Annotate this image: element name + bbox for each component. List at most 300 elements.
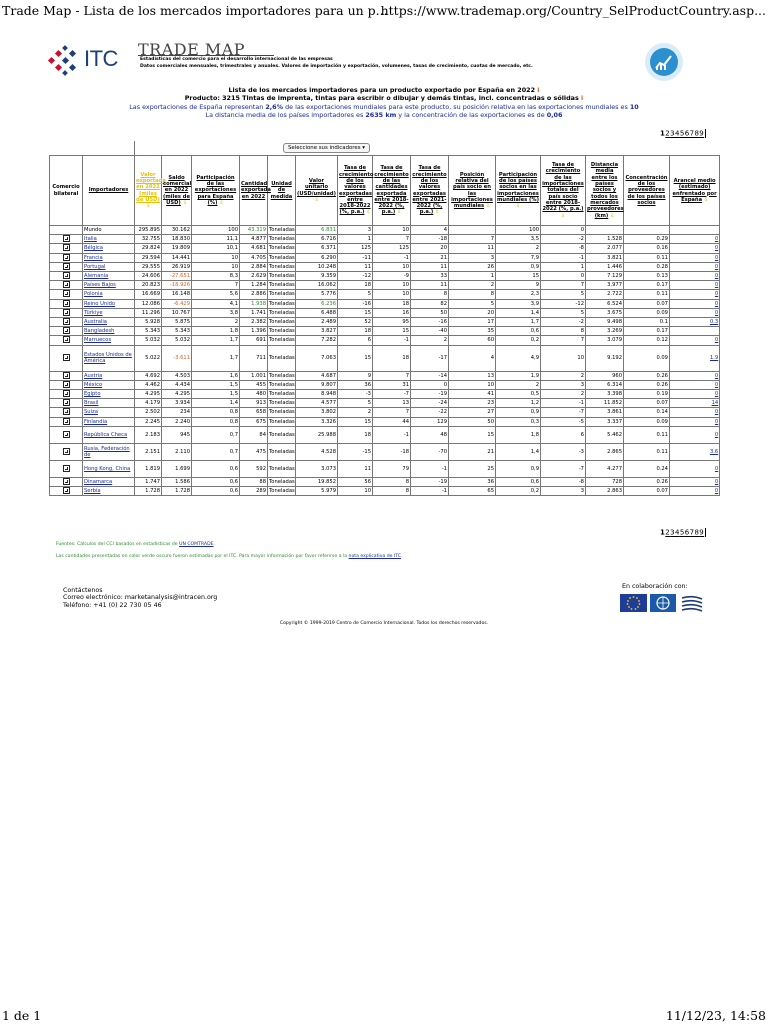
page-link-3[interactable]: 3 — [670, 129, 675, 138]
col-value-2022[interactable]: Valor exportada en 2022 (miles de USD) ⇩ — [135, 156, 162, 226]
page-link-5[interactable]: 5 — [679, 129, 685, 138]
table-row — [50, 408, 720, 417]
table-row — [50, 371, 720, 380]
bilateral-cell[interactable] — [50, 426, 83, 443]
cell-b — [162, 371, 192, 380]
cell-gw — [541, 308, 586, 317]
importer-name[interactable]: Suiza — [83, 408, 135, 417]
sort-arrow-icon[interactable]: ⇩ — [219, 199, 224, 206]
importer-name[interactable]: Portugal — [83, 262, 135, 271]
cell-s — [192, 336, 240, 345]
cell-g3 — [411, 244, 449, 253]
page-link-3[interactable]: 3 — [670, 528, 675, 537]
cell-value: 4.687 — [321, 372, 336, 379]
cell-value: 2.502 — [145, 409, 160, 416]
cell-g3 — [411, 253, 449, 262]
cell-d — [586, 226, 624, 235]
table-row — [50, 399, 720, 408]
importer-name[interactable]: Polonia — [83, 290, 135, 299]
cell-value: 0 — [714, 245, 719, 252]
cell-value: 88 — [259, 478, 266, 485]
col-unit-value[interactable]: Valor unitario (USD/unidad) ⇩ — [296, 156, 338, 226]
importer-name[interactable]: Australia — [83, 318, 135, 327]
importer-name[interactable]: Marruecos — [83, 336, 135, 345]
importer-name[interactable]: República Checa — [83, 426, 135, 443]
col-quantity[interactable]: Cantidad exportada en 2022 — [240, 156, 268, 226]
product-title: Producto: 3215 Tintas de imprenta, tintas para escribir o dibujar y demás tintas, incl. concentradas o sólidas i — [184, 94, 584, 103]
importer-name[interactable]: Reino Unido — [83, 299, 135, 308]
cell-value: Toneladas — [269, 254, 295, 261]
cell-value: 0.11 — [656, 291, 668, 298]
page-link-4[interactable]: 4 — [675, 528, 680, 537]
importer-name[interactable]: Rusia, Federación de — [83, 443, 135, 460]
bilateral-trade-icon[interactable] — [63, 318, 70, 325]
bilateral-trade-icon[interactable] — [63, 354, 70, 361]
sort-arrow-icon[interactable]: ⇩ — [182, 199, 187, 206]
cell-t[interactable] — [670, 460, 720, 477]
bilateral-trade-icon[interactable] — [63, 372, 70, 379]
col-position[interactable]: Posición relativa del país socio en las importaciones mundiales ⇩ — [449, 156, 496, 226]
importer-name[interactable]: Bélgica — [83, 244, 135, 253]
cell-t[interactable] — [670, 244, 720, 253]
cell-c — [624, 235, 670, 244]
importer-name[interactable]: Italia — [83, 235, 135, 244]
cell-value: 0 — [580, 227, 584, 233]
cell-p — [449, 281, 496, 290]
cell-d — [586, 318, 624, 327]
cell-value: 24.606 — [141, 273, 160, 280]
cell-value: 35 — [487, 328, 494, 335]
cell-value: 4.877 — [251, 236, 266, 243]
cell-value: 4.295 — [145, 391, 160, 398]
bilateral-cell[interactable] — [50, 281, 83, 290]
cell-g2 — [373, 327, 411, 336]
bilateral-cell[interactable] — [50, 345, 83, 371]
cell-value: 36 — [487, 478, 494, 485]
col-growth-value[interactable]: Tasa de crecimiento de los valores exportadas entre 2018-2022 (%, p.a.) ⇩ — [338, 156, 373, 226]
cell-value: 10 — [402, 227, 409, 233]
cell-t[interactable] — [670, 371, 720, 380]
cell-d — [586, 327, 624, 336]
col-distance[interactable]: Distancia media entre los países socios y todos los mercados proveedores (km) ⇩ — [586, 156, 624, 226]
cell-t[interactable] — [670, 443, 720, 460]
cell-g1 — [338, 390, 373, 399]
cell-s — [192, 262, 240, 271]
cell-g1 — [338, 426, 373, 443]
eu-flag-icon[interactable] — [620, 594, 647, 612]
bilateral-cell[interactable] — [50, 262, 83, 271]
table-row — [50, 262, 720, 271]
cell-sw — [496, 336, 541, 345]
cell-value: 728 — [612, 478, 622, 485]
cell-p — [449, 235, 496, 244]
cell-value: 4.295 — [175, 391, 190, 398]
cell-g3 — [411, 399, 449, 408]
importer-name[interactable]: Serbia — [83, 487, 135, 496]
cell-value: 0 — [714, 300, 719, 307]
cell-value: 50 — [487, 418, 494, 425]
print-footer — [0, 1008, 768, 1024]
bilateral-cell[interactable] — [50, 318, 83, 327]
cell-value: 5.928 — [145, 319, 160, 326]
contact-email[interactable]: Correo electrónico: marketanalysis@intracen.org — [63, 594, 218, 602]
bilateral-cell[interactable] — [50, 399, 83, 408]
cell-v — [135, 235, 162, 244]
importer-name[interactable]: Francia — [83, 253, 135, 262]
cell-value: Toneladas — [269, 381, 295, 388]
bilateral-trade-icon[interactable] — [63, 381, 70, 388]
cell-gw — [541, 443, 586, 460]
cell-value: 480 — [256, 391, 266, 398]
bilateral-trade-icon[interactable] — [63, 263, 70, 270]
bilateral-trade-icon[interactable] — [63, 254, 70, 261]
cell-c — [624, 327, 670, 336]
cell-value: 0 — [714, 337, 719, 344]
cell-t[interactable] — [670, 299, 720, 308]
print-page-number: 1 de 1 — [2, 1008, 42, 1023]
bilateral-cell[interactable] — [50, 487, 83, 496]
pager-divider — [705, 129, 706, 138]
cell-p — [449, 426, 496, 443]
cell-value: 0.29 — [656, 236, 668, 243]
cell-value: 1.938 — [251, 300, 266, 307]
cell-t[interactable] — [670, 253, 720, 262]
cell-value: Toneladas — [269, 309, 295, 316]
cell-g3 — [411, 318, 449, 327]
page-link-8[interactable]: 8 — [694, 129, 700, 138]
importer-name[interactable]: Países Bajos — [83, 281, 135, 290]
cell-d — [586, 345, 624, 371]
cell-value: 19.852 — [317, 478, 336, 485]
cell-t[interactable] — [670, 380, 720, 389]
cell-b — [162, 399, 192, 408]
cell-value: 7 — [580, 282, 584, 289]
market-analysis-globe-icon[interactable] — [644, 42, 684, 82]
cell-t[interactable] — [670, 318, 720, 327]
cell-t[interactable] — [670, 426, 720, 443]
sort-arrow-icon[interactable]: ⇩ — [145, 203, 151, 210]
importer-name[interactable]: Egipto — [83, 390, 135, 399]
cell-q — [240, 272, 268, 281]
bilateral-cell[interactable] — [50, 308, 83, 317]
cell-q — [240, 290, 268, 299]
sort-arrow-icon[interactable]: ⇩ — [366, 209, 371, 216]
cell-gw — [541, 399, 586, 408]
page-link-6[interactable]: 6 — [684, 528, 690, 537]
bilateral-cell[interactable] — [50, 408, 83, 417]
cell-value: 9.807 — [321, 381, 336, 388]
cell-t[interactable] — [670, 417, 720, 426]
cell-s — [192, 253, 240, 262]
importer-name[interactable]: Brasil — [83, 399, 135, 408]
cell-value: 15 — [364, 418, 371, 425]
cell-value: 1.741 — [251, 309, 266, 316]
bilateral-cell[interactable] — [50, 443, 83, 460]
cell-value: 5.032 — [175, 337, 190, 344]
bilateral-trade-icon[interactable] — [63, 309, 70, 316]
col-growth-world[interactable]: Tasa de crecimiento de las importaciones totales del país socio entre 2018-2022 (%, p.a.) ⇩ — [541, 156, 586, 226]
sort-arrow-icon[interactable]: ⇩ — [515, 203, 521, 210]
help-icon[interactable]: i — [537, 86, 540, 94]
cell-gw — [541, 336, 586, 345]
page-link-9[interactable]: 9 — [699, 129, 705, 138]
cell-g3 — [411, 417, 449, 426]
cell-value: 2 — [580, 391, 584, 398]
bilateral-cell[interactable] — [50, 380, 83, 389]
bilateral-trade-icon[interactable] — [63, 390, 70, 397]
cell-t[interactable] — [670, 390, 720, 399]
importer-name[interactable]: Bangladesh — [83, 327, 135, 336]
bilateral-trade-icon[interactable] — [63, 272, 70, 279]
col-share[interactable]: Participación de las exportaciones para España (%) ⇩ — [192, 156, 240, 226]
page-link-2[interactable]: 2 — [665, 528, 671, 537]
cell-value: 56 — [364, 478, 371, 485]
cell-value: 1,8 — [229, 328, 238, 335]
page-link-8[interactable]: 8 — [694, 528, 700, 537]
cell-value: 3 — [367, 227, 371, 233]
cell-g3 — [411, 281, 449, 290]
cell-value: -18 — [438, 236, 447, 243]
cell-uv — [296, 460, 338, 477]
cell-value: 3 — [580, 488, 584, 495]
cell-value: 2,3 — [530, 291, 539, 298]
cell-value: 7 — [490, 236, 494, 243]
page-link-4[interactable]: 4 — [675, 129, 680, 138]
bilateral-trade-icon[interactable] — [63, 327, 70, 334]
cell-value: 0.07 — [656, 400, 668, 407]
cell-g2 — [373, 380, 411, 389]
cell-b — [162, 345, 192, 371]
page-link-7[interactable]: 7 — [689, 129, 695, 138]
bilateral-cell[interactable] — [50, 460, 83, 477]
importer-name[interactable]: México — [83, 380, 135, 389]
cell-value: 4 — [443, 227, 447, 233]
importer-name[interactable]: Austria — [83, 371, 135, 380]
cell-g3 — [411, 390, 449, 399]
collaboration-label: En colaboración con: — [622, 583, 688, 590]
cell-value: 0,7 — [229, 431, 238, 438]
page-link-6[interactable]: 6 — [684, 129, 690, 138]
cell-g2 — [373, 226, 411, 235]
cell-value: 10 — [402, 263, 409, 270]
cell-value: 1 — [367, 236, 371, 243]
cell-value: 1,7 — [530, 319, 539, 326]
col-concentration[interactable]: Concentración de los proveedores de los países socios — [624, 156, 670, 226]
bilateral-trade-icon[interactable] — [63, 408, 70, 415]
page-link-5[interactable]: 5 — [679, 528, 685, 537]
cell-t[interactable] — [670, 399, 720, 408]
sort-arrow-icon[interactable]: ⇩ — [314, 196, 319, 203]
cell-value: 3.326 — [321, 418, 336, 425]
cell-t[interactable] — [670, 487, 720, 496]
sort-arrow-icon[interactable]: ⇩ — [610, 212, 615, 219]
cell-value: Toneladas — [269, 409, 295, 416]
col-importers[interactable]: Importadores — [83, 156, 135, 226]
bilateral-trade-icon[interactable] — [63, 478, 70, 485]
cell-value: 0 — [443, 381, 447, 388]
col-tariff[interactable]: Arancel medio (estimado) enfrentado por España ⇩ — [670, 156, 720, 226]
cell-value: 0,6 — [530, 478, 539, 485]
cell-sw — [496, 390, 541, 399]
bilateral-trade-icon[interactable] — [63, 290, 70, 297]
sort-arrow-icon[interactable]: ⇩ — [397, 209, 402, 216]
sort-arrow-icon[interactable]: ⇩ — [703, 196, 709, 203]
cell-d — [586, 443, 624, 460]
cell-value: 48 — [440, 431, 447, 438]
importer-name[interactable]: Dinamarca — [83, 477, 135, 486]
cell-value: 3,5 — [530, 236, 539, 243]
bilateral-cell[interactable] — [50, 390, 83, 399]
sort-arrow-icon[interactable]: ⇩ — [485, 203, 491, 210]
cell-d — [586, 390, 624, 399]
wto-logo-icon[interactable] — [679, 594, 705, 612]
cell-g2 — [373, 318, 411, 327]
bilateral-trade-icon[interactable] — [63, 336, 70, 343]
cell-u — [268, 299, 296, 308]
cell-t[interactable] — [670, 262, 720, 271]
select-indicators-button[interactable]: Seleccione sus indicadores ▾ — [283, 143, 370, 153]
un-comtrade-link[interactable]: UN COMTRADE — [179, 542, 214, 547]
cell-value: 2.865 — [607, 448, 622, 455]
cell-value: 0,3 — [530, 418, 539, 425]
importer-name[interactable]: Estados Unidos de América — [83, 345, 135, 371]
bilateral-cell[interactable] — [50, 299, 83, 308]
col-growth-qty[interactable]: Tasa de crecimiento de las cantidades exportada entre 2018-2022 (%, p.a.) ⇩ — [373, 156, 411, 226]
col-balance[interactable]: Saldo comercial en 2022 (miles de USD) ⇩ — [162, 156, 192, 226]
bilateral-cell[interactable] — [50, 327, 83, 336]
cell-value: 65 — [487, 488, 494, 495]
page-link-7[interactable]: 7 — [689, 528, 695, 537]
bilateral-trade-icon[interactable] — [63, 235, 70, 242]
col-unit[interactable]: Unidad de medida — [268, 156, 296, 226]
importer-name[interactable]: Hong Kong, China — [83, 460, 135, 477]
cell-value: 0,7 — [229, 448, 238, 455]
help-icon-2[interactable]: i — [581, 94, 584, 103]
cell-value: 6.831 — [321, 227, 336, 233]
cell-t[interactable] — [670, 281, 720, 290]
cell-t[interactable] — [670, 336, 720, 345]
cell-t[interactable] — [670, 290, 720, 299]
cell-value: 7 — [405, 236, 409, 243]
cell-value: 125 — [361, 245, 371, 252]
bilateral-cell[interactable] — [50, 253, 83, 262]
cell-value: 0,6 — [229, 488, 238, 495]
cell-t[interactable] — [670, 345, 720, 371]
cell-value: 129 — [437, 418, 447, 425]
cell-u — [268, 390, 296, 399]
col-share-world[interactable]: Participación de los países socios en las importaciones mundiales (%) ⇩ — [496, 156, 541, 226]
cell-s — [192, 318, 240, 327]
cell-c — [624, 460, 670, 477]
cell-s — [192, 477, 240, 486]
cell-value: 11 — [440, 263, 447, 270]
cell-value: Toneladas — [269, 478, 295, 485]
cell-value: 0.19 — [656, 391, 668, 398]
cell-sw — [496, 244, 541, 253]
cell-value: 0.17 — [656, 282, 668, 289]
cell-value: -27.651 — [169, 273, 190, 280]
cell-value: 13 — [402, 400, 409, 407]
bilateral-trade-icon[interactable] — [63, 431, 70, 438]
cell-value: 0,9 — [530, 409, 539, 416]
cell-t[interactable] — [670, 408, 720, 417]
cell-g3 — [411, 371, 449, 380]
contact-title[interactable]: Contáctenos — [63, 587, 103, 594]
sort-arrow-icon[interactable]: ⇩ — [560, 212, 566, 219]
itc-note-link[interactable]: nota explicativa de ITC — [348, 554, 401, 559]
cell-value: 41 — [487, 391, 494, 398]
cell-value: 20.823 — [141, 282, 160, 289]
cell-s — [192, 345, 240, 371]
importer-name[interactable]: Finlandia — [83, 417, 135, 426]
cell-value: 9 — [367, 372, 371, 379]
cell-value: 29.555 — [141, 263, 160, 270]
cell-value: 3.821 — [607, 254, 622, 261]
bilateral-trade-icon[interactable] — [63, 448, 70, 455]
page-link-9[interactable]: 9 — [699, 528, 705, 537]
cell-value: 7 — [405, 409, 409, 416]
cell-s — [192, 299, 240, 308]
cell-value: 3,9 — [530, 300, 539, 307]
trade-map-title[interactable]: TRADE MAP — [138, 40, 246, 59]
cell-value: 475 — [256, 448, 266, 455]
cell-t[interactable] — [670, 272, 720, 281]
cell-value: 1.396 — [251, 328, 266, 335]
bilateral-trade-icon[interactable] — [63, 300, 70, 307]
cell-b — [162, 244, 192, 253]
bilateral-cell[interactable] — [50, 244, 83, 253]
cell-u — [268, 226, 296, 235]
bilateral-cell[interactable] — [50, 290, 83, 299]
bilateral-trade-icon[interactable] — [63, 244, 70, 251]
bilateral-trade-icon[interactable] — [63, 399, 70, 406]
bilateral-cell[interactable] — [50, 235, 83, 244]
bilateral-cell[interactable] — [50, 336, 83, 345]
cell-value: 2 — [234, 319, 238, 326]
cell-q — [240, 308, 268, 317]
cell-t[interactable] — [670, 477, 720, 486]
un-emblem-icon[interactable] — [650, 594, 676, 612]
cell-value: 8 — [405, 488, 409, 495]
bilateral-trade-icon[interactable] — [63, 418, 70, 425]
bilateral-cell[interactable] — [50, 371, 83, 380]
cell-p — [449, 460, 496, 477]
cell-value: 11,1 — [226, 236, 238, 243]
cell-t[interactable] — [670, 235, 720, 244]
cell-q — [240, 318, 268, 327]
col-growth-value-2021[interactable]: Tasa de crecimiento de los valores exportadas entre 2021-2022 (%, p.a.) ⇩ — [411, 156, 449, 226]
cell-value: 1.728 — [175, 488, 190, 495]
cell-p — [449, 253, 496, 262]
cell-value: 23 — [487, 400, 494, 407]
cell-value: 5.032 — [145, 337, 160, 344]
cell-value: -1 — [441, 488, 447, 495]
importer-name[interactable]: Türkiye — [83, 308, 135, 317]
cell-d — [586, 380, 624, 389]
bilateral-cell[interactable] — [50, 477, 83, 486]
page-link-2[interactable]: 2 — [665, 129, 671, 138]
bilateral-trade-icon[interactable] — [63, 487, 70, 494]
importer-name[interactable]: Alemania — [83, 272, 135, 281]
bilateral-trade-icon[interactable] — [63, 465, 70, 472]
bilateral-cell[interactable] — [50, 272, 83, 281]
cell-v — [135, 308, 162, 317]
bilateral-cell[interactable] — [50, 417, 83, 426]
cell-t[interactable] — [670, 308, 720, 317]
cell-value: 1.747 — [145, 478, 160, 485]
bilateral-trade-icon[interactable] — [63, 281, 70, 288]
sort-arrow-icon[interactable]: ⇩ — [435, 209, 440, 216]
